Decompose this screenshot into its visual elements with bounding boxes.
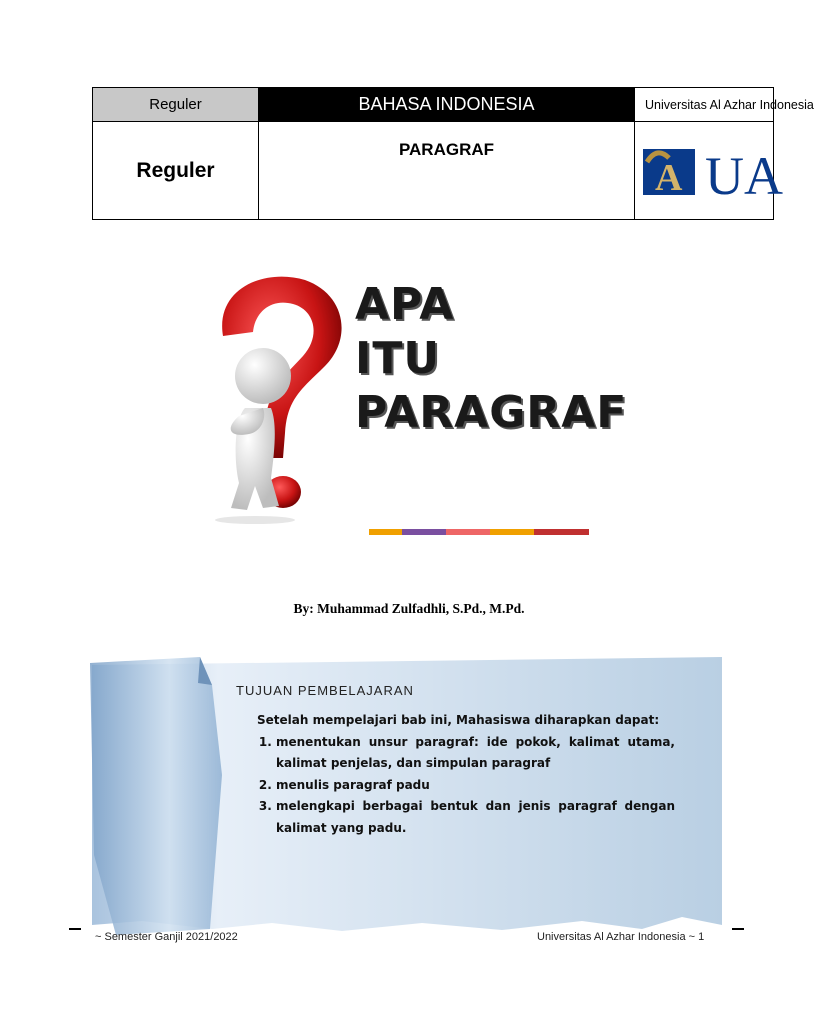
header-subject-cell bbox=[258, 87, 635, 122]
hero-line-1: APA bbox=[355, 279, 455, 330]
hero-illustration bbox=[175, 258, 645, 538]
footer-page: Universitas Al Azhar Indonesia ~ 1 bbox=[537, 931, 705, 943]
objectives-list bbox=[257, 732, 675, 840]
header-university-cell bbox=[634, 87, 814, 122]
footer-dash-left bbox=[69, 928, 81, 930]
question-mark-figure-icon bbox=[175, 258, 355, 528]
objectives-intro: Setelah mempelajari bab ini, Mahasiswa diharapkan dapat: bbox=[257, 713, 660, 727]
topic-title: PARAGRAF bbox=[398, 140, 495, 159]
objectives-body bbox=[257, 710, 675, 839]
footer-semester: ~ Semester Ganjil 2021/2022 bbox=[95, 931, 238, 943]
header-table bbox=[92, 87, 814, 220]
list-item: 2. menulis paragraf padu bbox=[276, 775, 675, 797]
header-class-label: Reguler bbox=[149, 96, 202, 113]
hero-line-3: PARAGRAF bbox=[355, 387, 628, 438]
university-logo bbox=[634, 121, 783, 220]
svg-text:UA: UA bbox=[705, 146, 783, 206]
list-item: 3. melengkapi berbagai bentuk dan jenis paragraf dengan kalimat yang padu. bbox=[276, 796, 675, 839]
list-item: 1. menentukan unsur paragraf: ide pokok, kalimat utama, kalimat penjelas, dan simpulan paragraf bbox=[276, 732, 675, 775]
uai-logo-icon bbox=[635, 122, 783, 221]
subject-title: BAHASA INDONESIA bbox=[358, 94, 535, 114]
hero-title bbox=[355, 278, 627, 440]
topic-cell bbox=[258, 121, 635, 220]
footer-dash-right bbox=[732, 928, 744, 930]
university-name: Universitas Al Azhar Indonesia bbox=[645, 97, 814, 112]
svg-text:A: A bbox=[655, 157, 683, 199]
author-byline: By: Muhammad Zulfadhli, S.Pd., M.Pd. bbox=[293, 601, 525, 616]
class-type-cell bbox=[92, 121, 259, 220]
header-class-cell bbox=[92, 87, 259, 122]
decorative-stripe bbox=[369, 529, 589, 535]
class-type-label: Reguler bbox=[136, 158, 215, 182]
objectives-heading: TUJUAN PEMBELAJARAN bbox=[236, 683, 414, 698]
hero-line-2: ITU bbox=[355, 333, 441, 384]
